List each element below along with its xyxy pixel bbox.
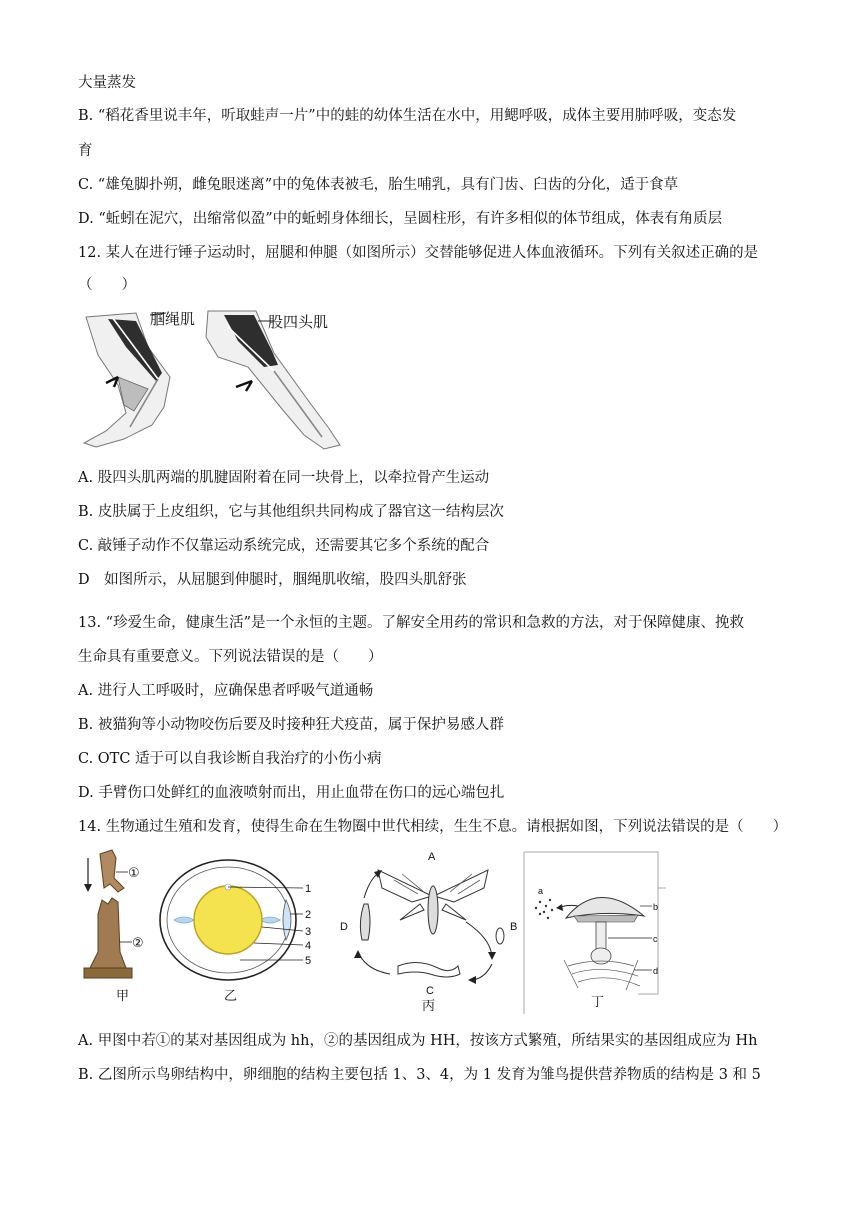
- label-5: 5: [305, 955, 312, 967]
- label-a: a: [538, 886, 544, 896]
- answer-bracket: （ ）: [78, 277, 136, 293]
- caption-bing: 丙: [422, 998, 436, 1013]
- option-b-q12: B. 皮肤属于上皮组织，它与其他组织共同构成了器官这一结构层次: [78, 504, 504, 520]
- option-a-q14: A. 甲图中若①的某对基因组成为 hh，②的基因组成为 HH，按该方式繁殖，所结果实的基因组成应为 Hh: [78, 1033, 758, 1049]
- label-4: 4: [305, 940, 312, 952]
- leg-muscle-figure: [78, 307, 350, 455]
- label-3: 3: [305, 926, 312, 938]
- label-b: b: [653, 902, 659, 912]
- grafting-diagram: [84, 850, 144, 1003]
- option-b-q13: B. 被猫狗等小动物咬伤后要及时接种狂犬疫苗，属于保护易感人群: [78, 717, 504, 733]
- caption-jia: 甲: [116, 988, 130, 1003]
- text-line: 育: [78, 143, 93, 159]
- caption-yi: 乙: [224, 988, 238, 1003]
- label-c: c: [653, 934, 658, 944]
- label-b: B: [510, 921, 518, 933]
- bent-leg-illustration: [84, 313, 170, 447]
- option-d-q11: D. “蚯蚓在泥穴，出缩常似盈”中的蚯蚓身体细长，呈圆柱形，有许多相似的体节组成，体表有角质层: [78, 211, 723, 227]
- label-a: A: [428, 851, 436, 863]
- option-c-q13: C. OTC 适于可以自我诊断自我治疗的小伤小病: [78, 751, 382, 767]
- option-b-q11: B. “稻花香里说丰年，听取蛙声一片”中的蛙的幼体生活在水中，用鳃呼吸，成体主要用肺呼吸，变态发: [78, 108, 737, 124]
- option-c-q12: C. 敲锤子动作不仅靠运动系统完成，还需要其它多个系统的配合: [78, 538, 490, 554]
- text-line: 大量蒸发: [78, 75, 136, 91]
- question-14: 14. 生物通过生殖和发育，使得生命在生物圈中世代相续，生生不息。请根据如图，下列说法错误的是（ ）: [78, 819, 788, 835]
- extended-leg-illustration: [206, 311, 340, 449]
- question-13: 13. “珍爱生命，健康生活”是一个永恒的主题。了解安全用药的常识和急救的方法，对于保障健康、挽救: [78, 615, 744, 631]
- label-2: 2: [305, 909, 312, 921]
- option-c-q11: C. “雄兔脚扑朔，雌兔眼迷离”中的兔体表被毛，胎生哺乳，具有门齿、臼齿的分化，适于食草: [78, 177, 679, 193]
- option-a-q12: A. 股四头肌两端的肌腱固附着在同一块骨上，以牵拉骨产生运动: [78, 470, 490, 486]
- label-2: ②: [132, 935, 144, 950]
- moth-life-cycle-diagram: [340, 851, 517, 1013]
- caption-ding: 丁: [591, 994, 605, 1009]
- hamstring-label: 腘绳肌: [150, 311, 196, 328]
- question-12: 12. 某人在进行锤子运动时，屈腿和伸腿（如图所示）交替能够促进人体血液循环。下列有关叙述正确的是: [78, 245, 759, 261]
- mushroom-diagram: [524, 852, 666, 1014]
- question-13-cont: 生命具有重要意义。下列说法错误的是（ ）: [78, 649, 383, 665]
- quadriceps-label: 股四头肌: [268, 314, 329, 331]
- label-d: d: [653, 966, 659, 976]
- option-d-q13: D. 手臂伤口处鲜红的血液喷射而出，用止血带在伤口的远心端包扎: [78, 785, 505, 801]
- bird-egg-diagram: [160, 860, 311, 1003]
- reproduction-figure: [78, 848, 678, 1016]
- option-b-q14: B. 乙图所示鸟卵结构中，卵细胞的结构主要包括 1、3、4，为 1 发育为雏鸟提供营养物质的结构是 3 和 5: [78, 1067, 761, 1083]
- label-c: C: [426, 985, 434, 997]
- label-d: D: [340, 921, 348, 933]
- label-1: 1: [305, 883, 312, 895]
- option-d-q12: D 如图所示，从屈腿到伸腿时，腘绳肌收缩，股四头肌舒张: [78, 572, 467, 588]
- label-1: ①: [128, 865, 140, 880]
- option-a-q13: A. 进行人工呼吸时，应确保患者呼吸气道通畅: [78, 683, 374, 699]
